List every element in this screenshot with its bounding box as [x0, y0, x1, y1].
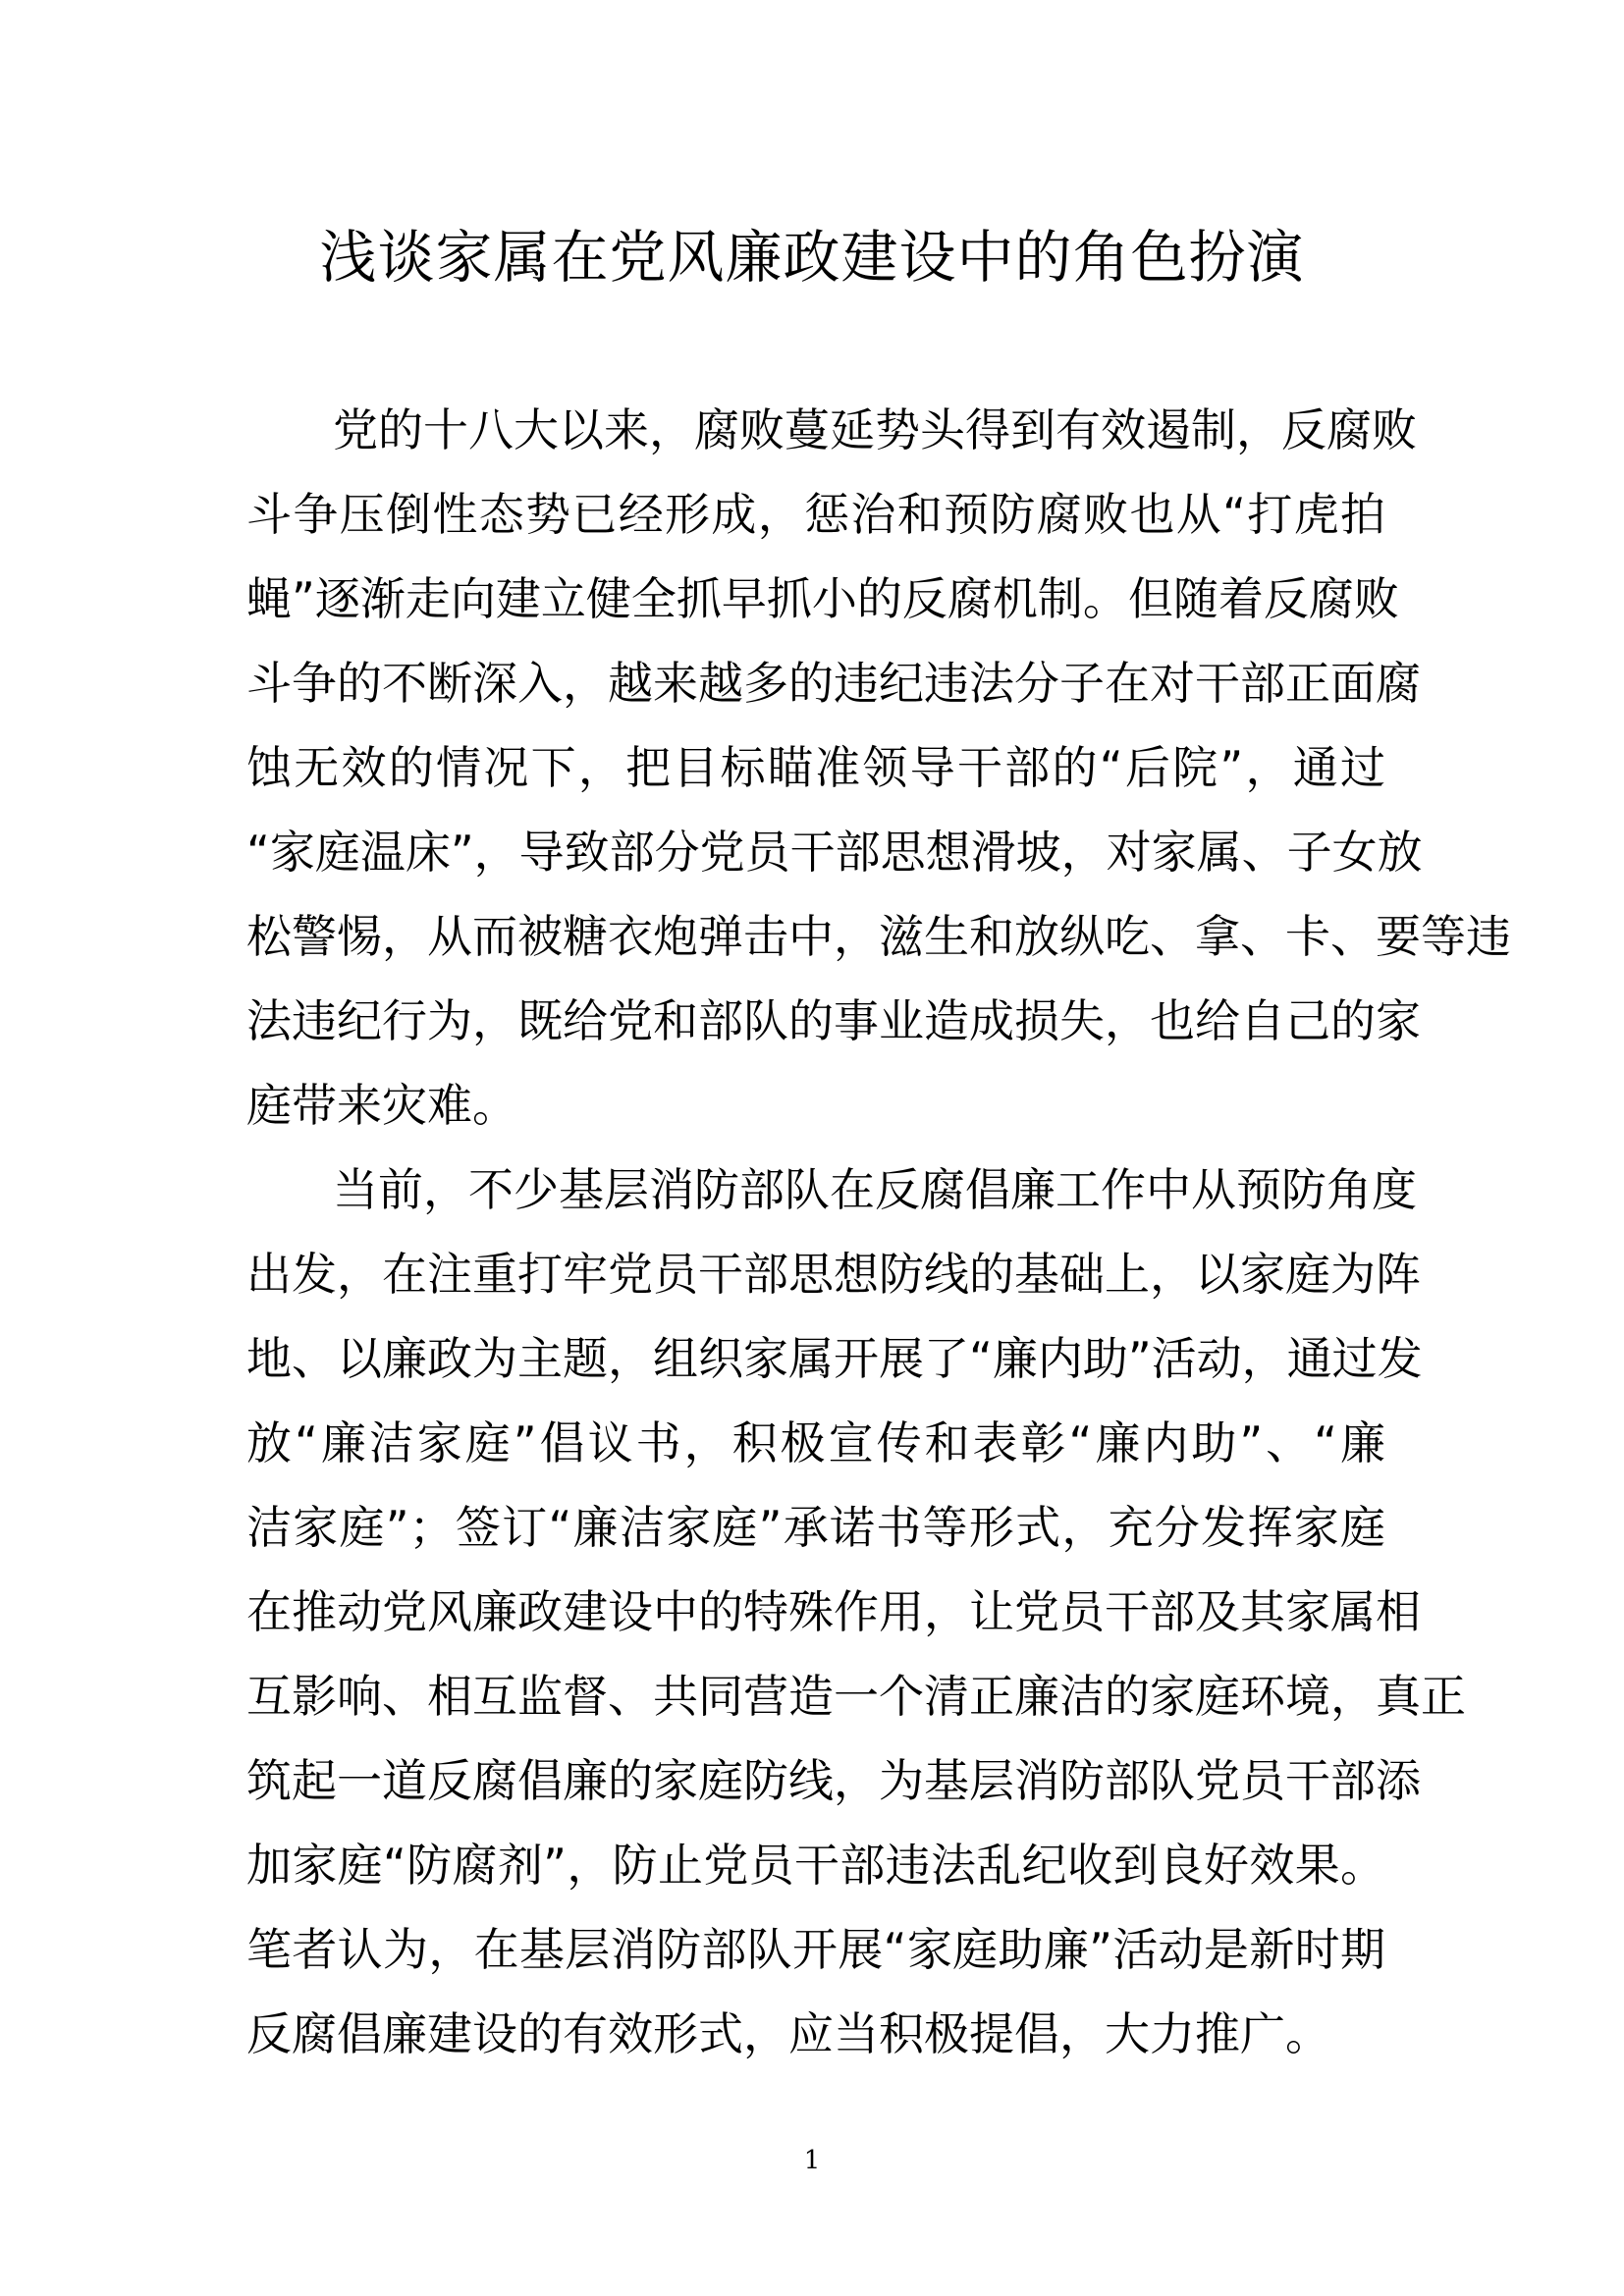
- text-line: 反腐倡廉建设的有效形式，应当积极提倡，大力推广。: [246, 2007, 1330, 2060]
- text-line: 当前，不少基层消防部队在反腐倡廉工作中从预防角度: [333, 1163, 1417, 1216]
- text-line: “家庭温床”，导致部分党员干部思想滑坡，对家属、子女放: [246, 826, 1423, 879]
- paragraph-1: [246, 388, 1511, 1148]
- text-line: 斗争压倒性态势已经形成，惩治和预防腐败也从“打虎拍: [246, 488, 1385, 541]
- text-line: 党的十八大以来，腐败蔓延势头得到有效遏制，反腐败: [333, 403, 1417, 456]
- text-line: 筑起一道反腐倡廉的家庭防线，为基层消防部队党员干部添: [246, 1754, 1421, 1807]
- page-number: 1: [803, 2146, 821, 2175]
- text-line: 放“廉洁家庭”倡议书，积极宣传和表彰“廉内助”、“廉: [246, 1416, 1385, 1469]
- text-line: 庭带来灾难。: [246, 1079, 517, 1132]
- document-body: [246, 388, 1511, 2076]
- text-line: 蝇”逐渐走向建立健全抓早抓小的反腐机制。但随着反腐败: [246, 572, 1399, 625]
- text-line: 在推动党风廉政建设中的特殊作用，让党员干部及其家属相: [246, 1585, 1421, 1638]
- text-line: 出发，在注重打牢党员干部思想防线的基础上，以家庭为阵: [246, 1248, 1421, 1301]
- text-line: 笔者认为，在基层消防部队开展“家庭助廉”活动是新时期: [246, 1923, 1385, 1976]
- text-line: 加家庭“防腐剂”，防止党员干部违法乱纪收到良好效果。: [246, 1839, 1385, 1892]
- text-line: 斗争的不断深入，越来越多的违纪违法分子在对干部正面腐: [246, 657, 1421, 710]
- text-line: 洁家庭”；签订“廉洁家庭”承诺书等形式，充分发挥家庭: [246, 1501, 1385, 1554]
- text-line: 互影响、相互监督、共同营造一个清正廉洁的家庭环境，真正: [246, 1670, 1466, 1723]
- paragraph-2: [246, 1148, 1466, 2076]
- text-line: 松警惕，从而被糖衣炮弹击中，滋生和放纵吃、拿、卡、要等违: [246, 910, 1511, 963]
- text-line: 蚀无效的情况下，把目标瞄准领导干部的“后院”，通过: [246, 741, 1385, 794]
- text-line: 法违纪行为，既给党和部队的事业造成损失，也给自己的家: [246, 994, 1421, 1047]
- text-line: 地、以廉政为主题，组织家属开展了“廉内助”活动，通过发: [246, 1332, 1423, 1385]
- document-title: 浅谈家属在党风廉政建设中的角色扮演: [319, 224, 1305, 291]
